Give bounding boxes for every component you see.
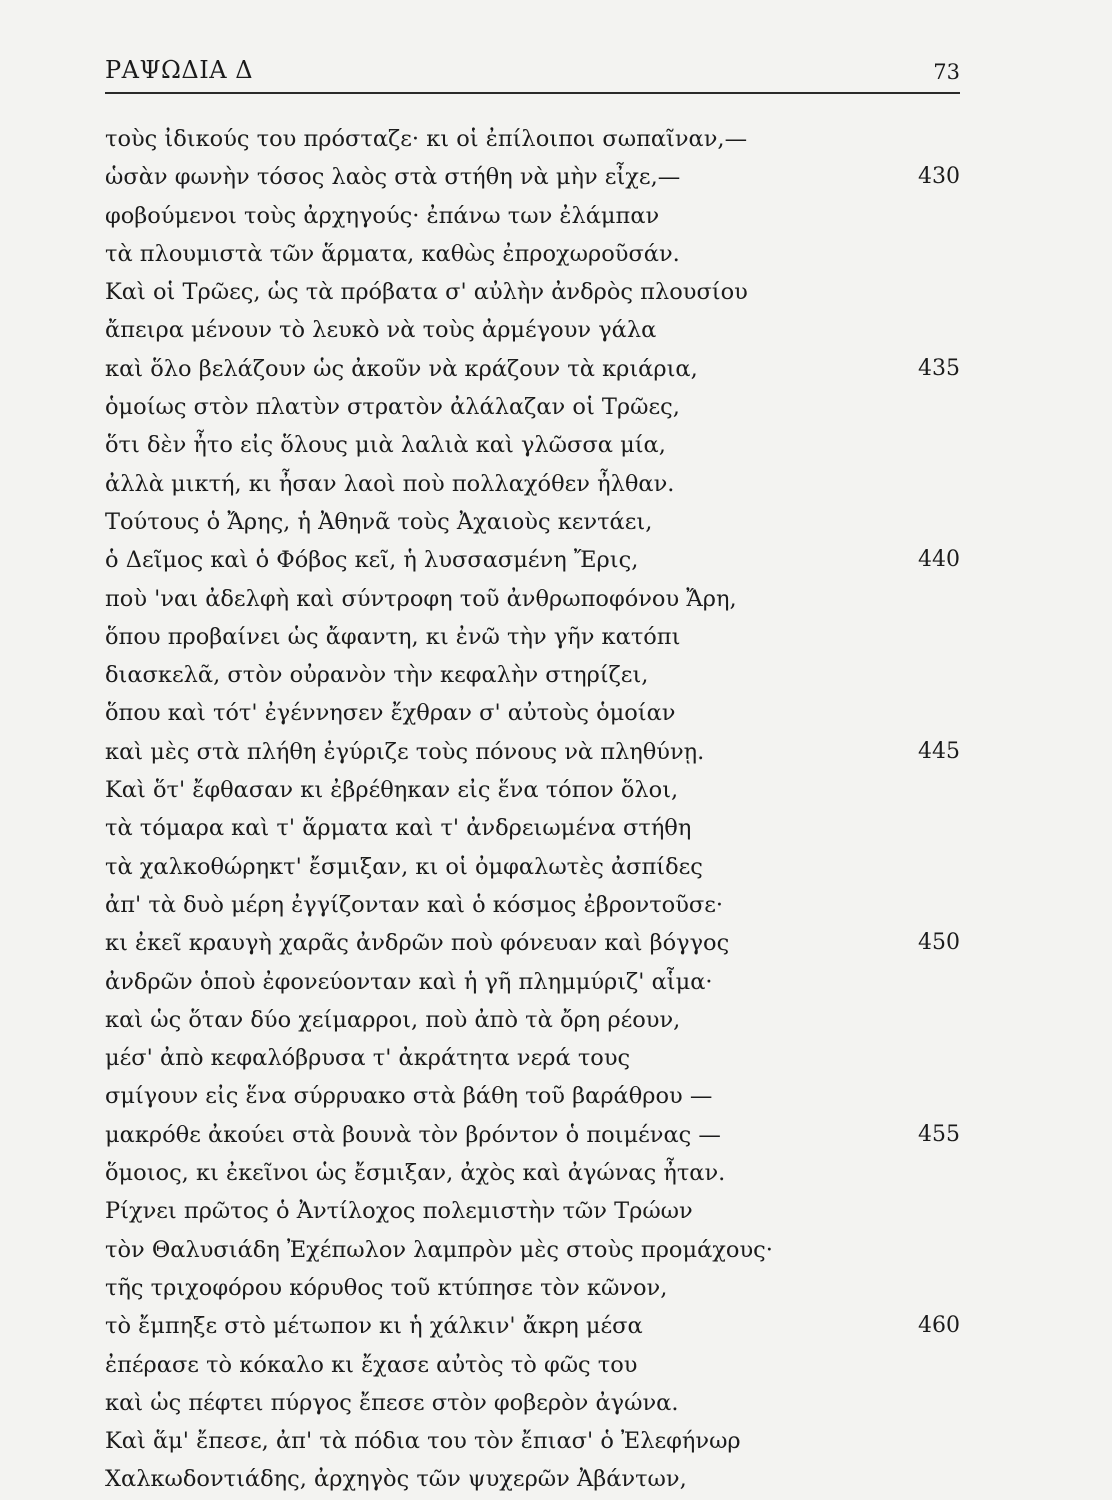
- verse-line: [105, 1116, 960, 1154]
- verse-line: [105, 656, 960, 694]
- verse-text: ἀλλὰ μικτή, κι ἦσαν λαοὶ ποὺ πολλαχόθεν ἦλθαν.: [105, 470, 675, 497]
- verse-line: [105, 541, 960, 579]
- verse-line: [105, 350, 960, 388]
- header-rule: [105, 92, 960, 94]
- verse-line: [105, 1231, 960, 1269]
- verse-text: Καὶ ὅτ' ἔφθασαν κι ἐβρέθηκαν εἰς ἕνα τόπον ὅλοι,: [105, 777, 679, 804]
- verse-line: [105, 1001, 960, 1039]
- verse-text: τῆς τριχοφόρου κόρυθος τοῦ κτύπησε τὸν κῶνον,: [105, 1274, 668, 1301]
- verse-line: [105, 158, 960, 196]
- verse-line: [105, 426, 960, 464]
- verse-text: ποὺ 'ναι ἀδελφὴ καὶ σύντροφη τοῦ ἀνθρωποφόνου Ἄρη,: [105, 585, 737, 612]
- verse-text: διασκελᾶ, στὸν οὐρανὸν τὴν κεφαλὴν στηρίζει,: [105, 662, 649, 689]
- verse-line: [105, 1077, 960, 1115]
- verse-text: ὅπου καὶ τότ' ἐγέννησεν ἔχθραν σ' αὐτοὺς ὁμοίαν: [105, 700, 676, 727]
- verse-line: [105, 848, 960, 886]
- running-head: ΡΑΨΩΔΙΑ Δ: [105, 56, 254, 84]
- verse-line: [105, 465, 960, 503]
- verse-line: [105, 273, 960, 311]
- verse-line: [105, 694, 960, 732]
- verse-text: τὰ χαλκοθώρηκτ' ἔσμιξαν, κι οἱ ὀμφαλωτὲς ἀσπίδες: [105, 853, 703, 880]
- line-number: 460: [918, 1313, 960, 1339]
- verse-text: ὅτι δὲν ἦτο εἰς ὅλους μιὰ λαλιὰ καὶ γλῶσσα μία,: [105, 432, 666, 459]
- verse-text: Καὶ ἅμ' ἔπεσε, ἀπ' τὰ πόδια του τὸν ἔπιασ' ὁ Ἐλεφήνωρ: [105, 1428, 741, 1455]
- verse-text: τὰ τόμαρα καὶ τ' ἅρματα καὶ τ' ἀνδρειωμένα στήθη: [105, 815, 692, 842]
- verse-text: ἄπειρα μένουν τὸ λευκὸ νὰ τοὺς ἀρμέγουν γάλα: [105, 317, 657, 344]
- verse-line: [105, 1269, 960, 1307]
- verse-line: [105, 924, 960, 962]
- verse-text: τὰ πλουμιστὰ τῶν ἅρματα, καθὼς ἐπροχωροῦσάν.: [105, 240, 680, 267]
- poem-body: [105, 120, 960, 1499]
- verse-text: φοβούμενοι τοὺς ἀρχηγούς· ἐπάνω των ἐλάμπαν: [105, 202, 660, 229]
- verse-text: ἀνδρῶν ὁποὺ ἐφονεύονταν καὶ ἡ γῆ πλημμύριζ' αἷμα·: [105, 968, 713, 995]
- verse-text: ὁμοίως στὸν πλατὺν στρατὸν ἀλάλαζαν οἱ Τρῶες,: [105, 394, 680, 421]
- verse-line: [105, 1384, 960, 1422]
- verse-line: [105, 235, 960, 273]
- verse-text: καὶ ὡς πέφτει πύργος ἔπεσε στὸν φοβερὸν ἀγώνα.: [105, 1389, 679, 1416]
- verse-line: [105, 503, 960, 541]
- verse-text: μακρόθε ἀκούει στὰ βουνὰ τὸν βρόντον ὁ ποιμένας —: [105, 1121, 721, 1148]
- verse-line: [105, 311, 960, 349]
- verse-text: ὡσὰν φωνὴν τόσος λαὸς στὰ στήθη νὰ μὴν εἶχε,—: [105, 164, 681, 191]
- verse-text: ὅπου προβαίνει ὡς ἄφαντη, κι ἐνῶ τὴν γῆν κατόπι: [105, 623, 681, 650]
- verse-text: Τούτους ὁ Ἄρης, ἡ Ἀθηνᾶ τοὺς Ἀχαιοὺς κεντάει,: [105, 508, 653, 535]
- verse-text: ἀπ' τὰ δυὸ μέρη ἐγγίζονταν καὶ ὁ κόσμος ἐβροντοῦσε·: [105, 891, 724, 918]
- verse-text: καὶ μὲς στὰ πλήθη ἐγύριζε τοὺς πόνους νὰ πληθύνῃ.: [105, 738, 705, 765]
- verse-text: καὶ ὡς ὅταν δύο χείμαρροι, ποὺ ἀπὸ τὰ ὄρη ρέουν,: [105, 1006, 681, 1033]
- verse-text: ὁ Δεῖμος καὶ ὁ Φόβος κεῖ, ἡ λυσσασμένη Ἔρις,: [105, 547, 639, 574]
- verse-line: [105, 1192, 960, 1230]
- verse-line: [105, 963, 960, 1001]
- verse-text: Ρίχνει πρῶτος ὁ Ἀντίλοχος πολεμιστὴν τῶν Τρώων: [105, 1198, 693, 1225]
- verse-line: [105, 120, 960, 158]
- line-number: 445: [918, 738, 960, 764]
- verse-line: [105, 1039, 960, 1077]
- verse-line: [105, 1346, 960, 1384]
- verse-line: [105, 1154, 960, 1192]
- verse-line: [105, 809, 960, 847]
- page-header: [105, 48, 960, 96]
- page-number: 73: [933, 60, 960, 84]
- verse-text: μέσ' ἀπὸ κεφαλόβρυσα τ' ἀκράτητα νερά τους: [105, 1045, 631, 1072]
- verse-text: ὅμοιος, κι ἐκεῖνοι ὡς ἔσμιξαν, ἀχὸς καὶ ἀγώνας ἦταν.: [105, 1160, 726, 1187]
- verse-text: Χαλκωδοντιάδης, ἀρχηγὸς τῶν ψυχερῶν Ἀβάντων,: [105, 1466, 687, 1493]
- line-number: 450: [918, 930, 960, 956]
- verse-line: [105, 733, 960, 771]
- verse-line: [105, 618, 960, 656]
- line-number: 440: [918, 547, 960, 573]
- line-number: 455: [918, 1121, 960, 1147]
- verse-text: τὸν Θαλυσιάδη Ἐχέπωλον λαμπρὸν μὲς στοὺς προμάχους·: [105, 1236, 773, 1263]
- line-number: 430: [918, 164, 960, 190]
- verse-text: καὶ ὅλο βελάζουν ὡς ἀκοῦν νὰ κράζουν τὰ κριάρια,: [105, 355, 698, 382]
- verse-line: [105, 388, 960, 426]
- verse-line: [105, 771, 960, 809]
- verse-line: [105, 1422, 960, 1460]
- verse-text: σμίγουν εἰς ἕνα σύρρυακο στὰ βάθη τοῦ βαράθρου —: [105, 1083, 713, 1110]
- line-number: 435: [918, 355, 960, 381]
- verse-line: [105, 1460, 960, 1498]
- verse-line: [105, 886, 960, 924]
- verse-line: [105, 1307, 960, 1345]
- verse-line: [105, 197, 960, 235]
- verse-text: τοὺς ἰδικούς του πρόσταζε· κι οἱ ἐπίλοιποι σωπαῖναν,—: [105, 126, 748, 152]
- verse-text: τὸ ἔμπηξε στὸ μέτωπον κι ἡ χάλκιν' ἄκρη μέσα: [105, 1313, 643, 1340]
- verse-text: κι ἐκεῖ κραυγὴ χαρᾶς ἀνδρῶν ποὺ φόνευαν καὶ βόγγος: [105, 930, 730, 957]
- verse-text: Καὶ οἱ Τρῶες, ὡς τὰ πρόβατα σ' αὐλὴν ἀνδρὸς πλουσίου: [105, 279, 748, 306]
- verse-line: [105, 580, 960, 618]
- verse-text: ἐπέρασε τὸ κόκαλο κι ἔχασε αὐτὸς τὸ φῶς του: [105, 1351, 638, 1378]
